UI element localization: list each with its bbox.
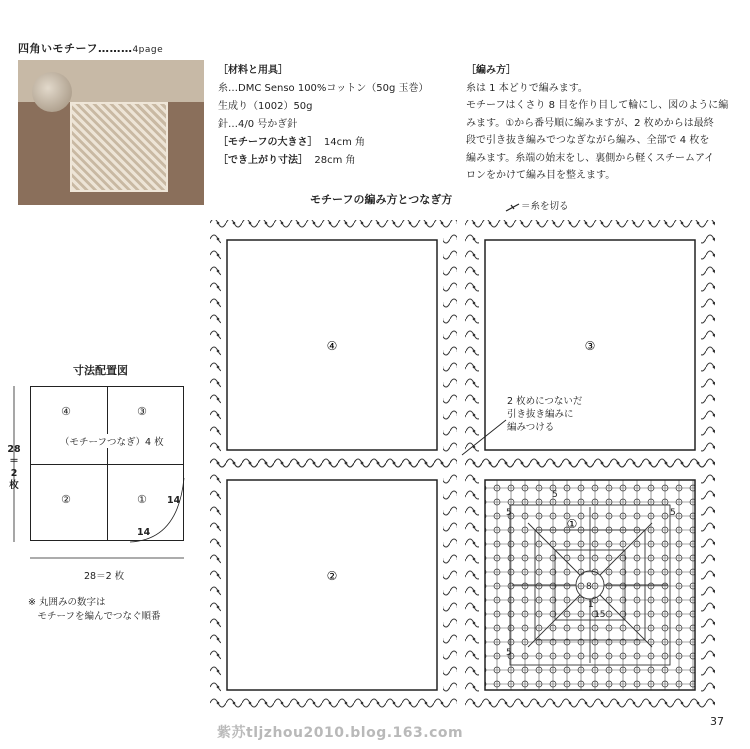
note-line: モチーフを編んでつなぐ順番	[28, 611, 161, 622]
height-count: 2	[10, 468, 18, 479]
title-text: 四角いモチーフ………	[18, 42, 133, 55]
instruction-line: ロンをかけて編み目を整えます。	[466, 170, 616, 181]
materials-yarn: 糸…DMC Senso 100%コットン（50g 玉巻）	[218, 83, 429, 94]
instructions-section	[466, 62, 736, 185]
page-number: 37	[710, 715, 724, 728]
motif-height-label: 14	[167, 495, 181, 506]
crochet-diagram	[210, 215, 720, 715]
total-width-label: 28＝2 枚	[82, 568, 126, 582]
watermark: 紫苏tljzhou2010.blog.163.com	[217, 725, 464, 741]
finished-size-row	[218, 152, 448, 170]
page-reference: 4page	[132, 45, 164, 55]
motif-size-row	[218, 134, 448, 152]
motif-2-square	[227, 480, 437, 690]
stitch-number: 1	[588, 600, 594, 610]
instruction-line: みます。①から番号順に編みますが、2 枚めからは最終	[466, 117, 714, 129]
stitch-number: 8	[586, 582, 592, 592]
annotation-line: 編みつける	[507, 422, 555, 433]
finished-size-label: ［でき上がり寸法］	[218, 155, 308, 166]
order-note	[28, 596, 161, 624]
instructions-heading: ［編み方］	[466, 65, 516, 76]
size-diagram-title: 寸法配置図	[73, 364, 128, 377]
motif-width-label: 14	[137, 527, 151, 538]
dimension-lines	[0, 380, 200, 580]
lace-doily-image	[70, 102, 168, 192]
finished-size-value: 28cm 角	[314, 155, 356, 166]
instruction-line: 編みます。糸端の始末をし、裏側から軽くスチームアイ	[466, 152, 715, 164]
product-photo	[18, 60, 204, 205]
annotation-line: 2 枚めにつないだ	[507, 396, 583, 407]
cut-yarn-icon	[505, 202, 521, 212]
annotation-line: 引き抜き編みに	[507, 409, 574, 420]
size-cell-1: ①	[137, 493, 147, 506]
motif-label-2: ②	[326, 569, 338, 583]
diagram-title: モチーフの編み方とつなぎ方	[310, 193, 453, 206]
note-line: ※ 丸囲みの数字は	[28, 597, 106, 608]
height-unit: 枚	[9, 480, 19, 491]
size-cell-4: ④	[61, 405, 71, 418]
height-value: 28	[7, 444, 21, 455]
motif-label-1: ①	[566, 517, 578, 531]
stitch-number: 5	[552, 490, 558, 500]
materials-section	[218, 62, 448, 170]
motif-size-value: 14cm 角	[323, 137, 366, 148]
size-cell-3: ③	[137, 405, 147, 418]
motif-size-label: ［モチーフの大きさ］	[218, 137, 318, 148]
yarn-ball-image	[32, 72, 72, 112]
diagram-legend	[505, 198, 569, 212]
instruction-line: モチーフはくさり 8 目を作り目して輪にし、図のように編	[466, 100, 729, 111]
instruction-line: 糸は 1 本どりで編みます。	[466, 82, 588, 94]
stitch-number: 5	[506, 648, 512, 658]
materials-heading: ［材料と用具］	[218, 65, 288, 76]
stitch-number: 5	[506, 508, 512, 518]
join-annotation	[507, 395, 582, 434]
total-height-label	[6, 444, 22, 492]
motif-label-4: ④	[326, 339, 338, 353]
size-cell-2: ②	[61, 493, 71, 506]
motif-label-3: ③	[584, 339, 596, 353]
materials-needle: 針…4/0 号かぎ針	[218, 119, 298, 130]
page-title	[18, 40, 163, 56]
height-equals: ＝	[9, 456, 19, 467]
stitch-number: 5	[670, 508, 676, 518]
instruction-line: 段で引き抜き編みでつなぎながら編み、全部で 4 枚を	[466, 135, 710, 146]
size-center-note: （モチーフつなぎ）4 枚	[59, 434, 165, 448]
stitch-number: 15	[594, 610, 606, 620]
legend-text: ＝糸を切る	[521, 201, 569, 212]
materials-color: 生成り（1002）50g	[218, 101, 313, 112]
